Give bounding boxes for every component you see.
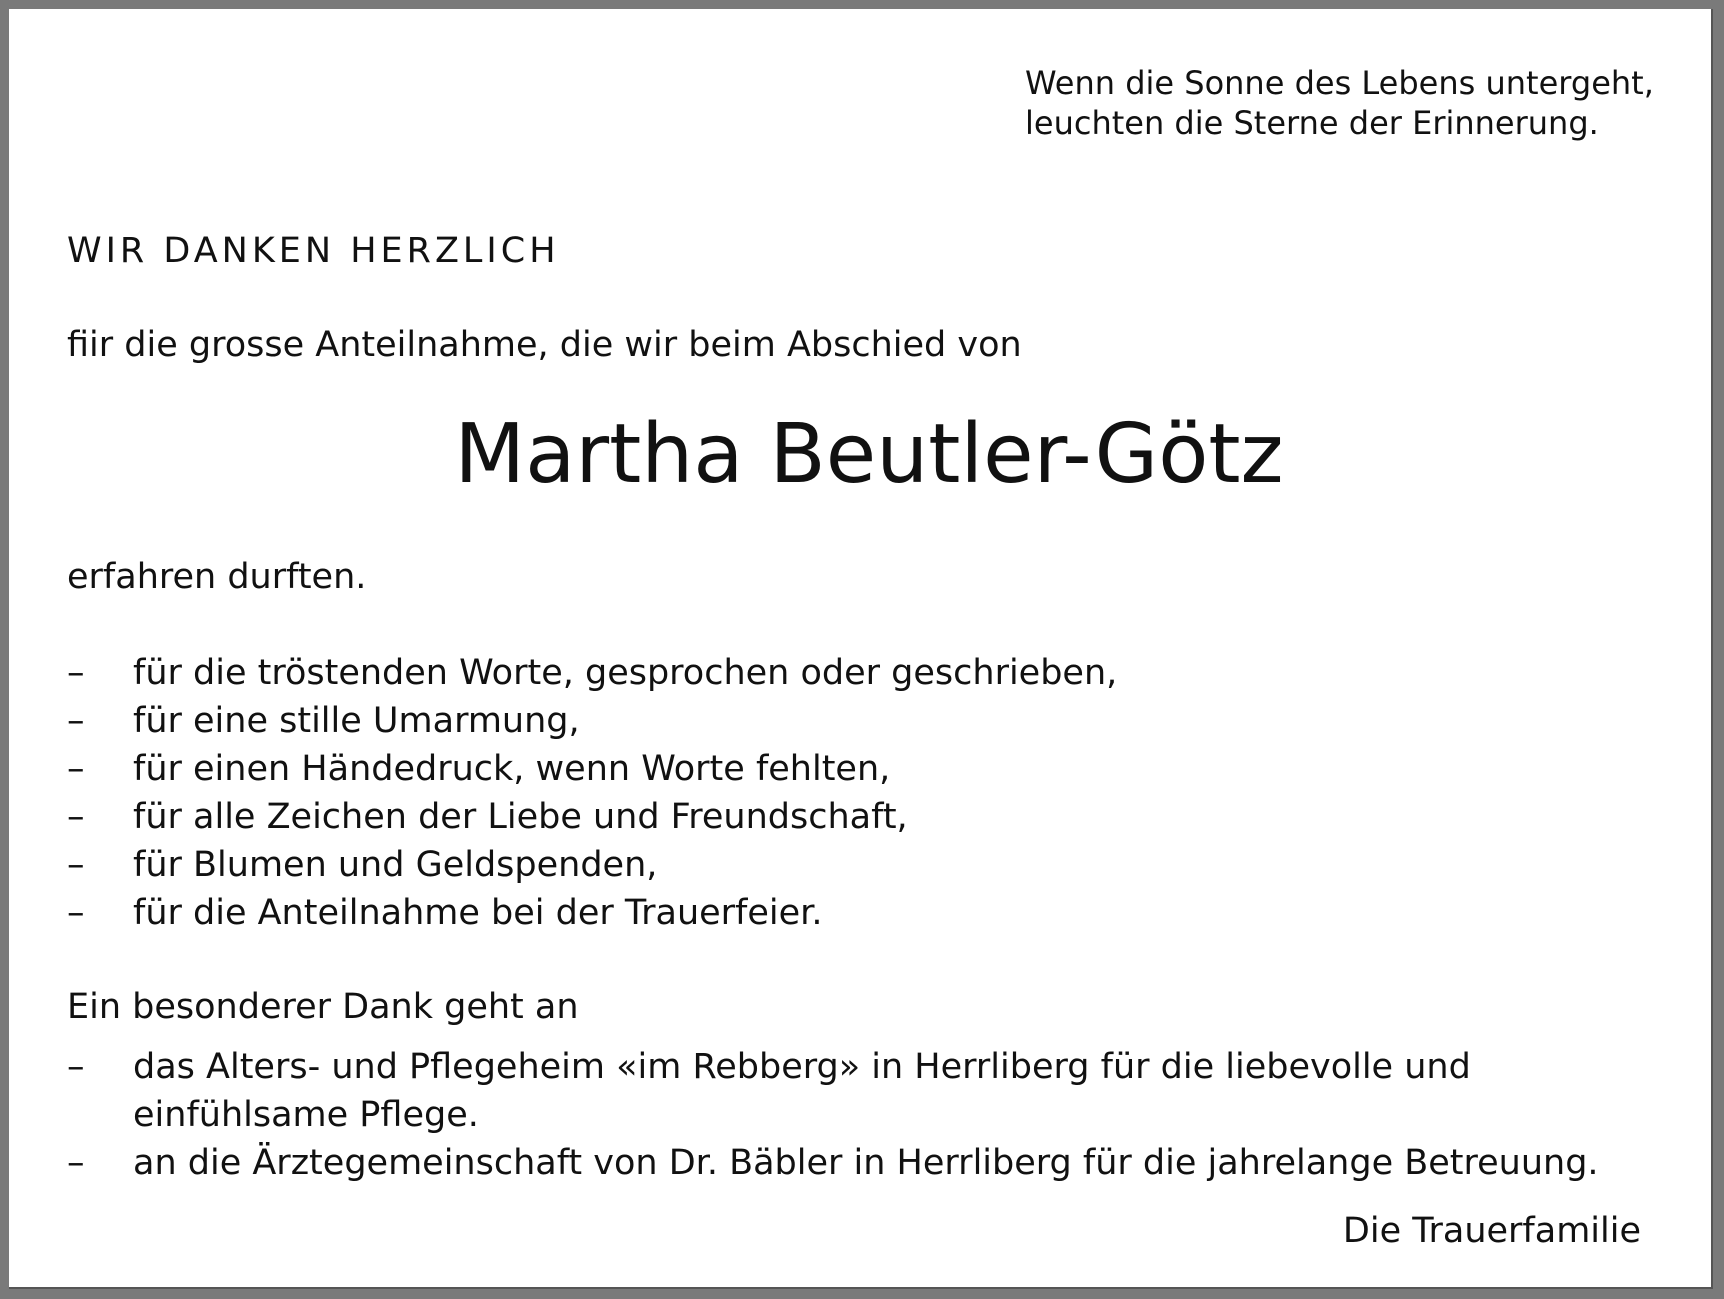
list-item-text: für eine stille Umarmung, <box>133 701 580 741</box>
dash-marker: – <box>67 845 85 885</box>
list-item-text: für die Anteilnahme bei der Trauerfeier. <box>133 893 823 933</box>
thanks-list <box>67 649 1667 937</box>
heading: WIR DANKEN HERZLICH <box>67 231 560 271</box>
list-item <box>67 697 1667 745</box>
motto-line-2: leuchten die Sterne der Erinnerung. <box>1025 104 1599 142</box>
list-item <box>67 793 1667 841</box>
list-item-text: für die tröstenden Worte, gesprochen oder geschrieben, <box>133 653 1118 693</box>
list-item-text: für Blumen und Geldspenden, <box>133 845 658 885</box>
dash-marker: – <box>67 1143 85 1183</box>
list-item-text: für einen Händedruck, wenn Worte fehlten, <box>133 749 891 789</box>
intro-text: fiir die grosse Anteilnahme, die wir beim Abschied von <box>67 325 1022 365</box>
dash-marker: – <box>67 797 85 837</box>
deceased-name: Martha Beutler-Götz <box>454 407 1284 502</box>
list-item <box>67 1043 1667 1139</box>
obituary-card <box>9 9 1713 1289</box>
special-thanks-intro: Ein besonderer Dank geht an <box>67 987 579 1027</box>
after-text: erfahren durften. <box>67 557 367 597</box>
dash-marker: – <box>67 893 85 933</box>
list-item <box>67 649 1667 697</box>
list-item <box>67 1139 1667 1187</box>
list-item-text: für alle Zeichen der Liebe und Freundschaft, <box>133 797 908 837</box>
motto <box>1025 63 1654 143</box>
motto-line-1: Wenn die Sonne des Lebens untergeht, <box>1025 64 1654 102</box>
list-item <box>67 745 1667 793</box>
list-item-text: das Alters- und Pflegeheim «im Rebberg» in Herrliberg für die liebevolle und einfühlsame Pflege. <box>133 1047 1471 1135</box>
list-item <box>67 841 1667 889</box>
dash-marker: – <box>67 653 85 693</box>
list-item-text: an die Ärztegemeinschaft von Dr. Bäbler in Herrliberg für die jahrelange Betreuung. <box>133 1143 1599 1183</box>
list-item <box>67 889 1667 937</box>
signature: Die Trauerfamilie <box>1342 1211 1641 1251</box>
dash-marker: – <box>67 749 85 789</box>
special-thanks-list <box>67 1043 1667 1187</box>
dash-marker: – <box>67 1047 85 1087</box>
dash-marker: – <box>67 701 85 741</box>
